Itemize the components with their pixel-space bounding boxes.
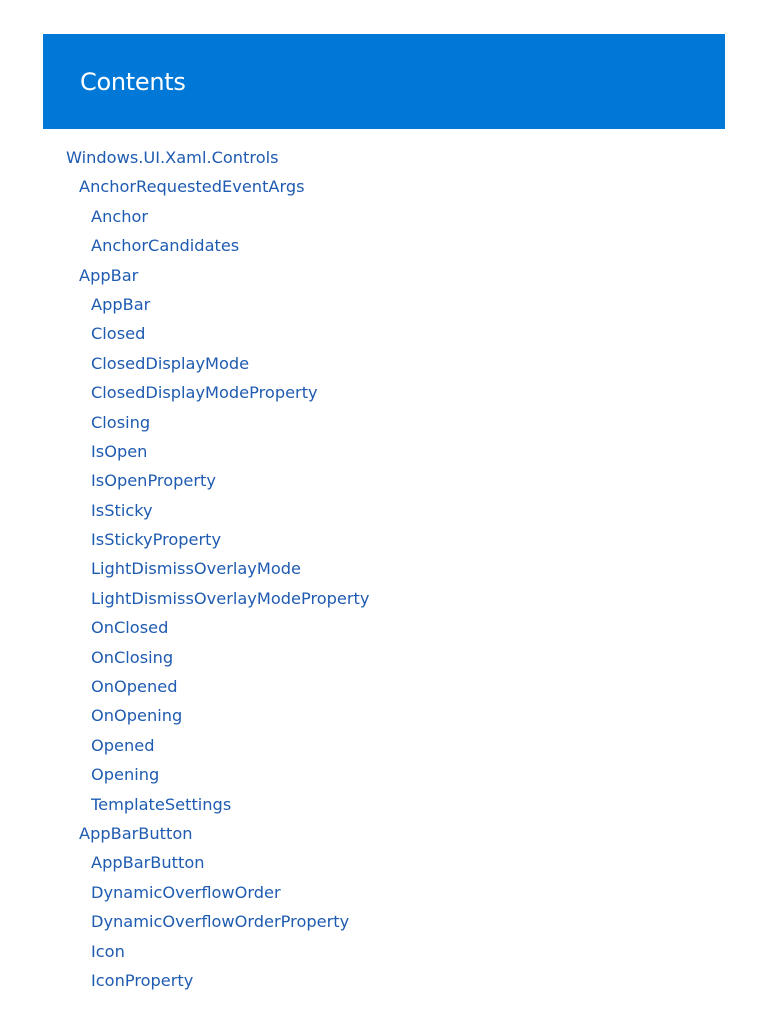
toc-link[interactable]: Anchor	[91, 206, 149, 226]
toc-link[interactable]: Closing	[91, 412, 151, 432]
toc-link[interactable]: Icon	[91, 941, 125, 961]
page-title: Contents	[80, 68, 186, 96]
toc-link[interactable]: AnchorRequestedEventArgs	[79, 177, 305, 197]
toc-link[interactable]: OnClosed	[91, 618, 169, 638]
toc-link[interactable]: Closed	[91, 324, 146, 344]
toc-link[interactable]: OnOpened	[91, 677, 178, 697]
toc-link[interactable]: AppBar	[91, 294, 151, 314]
toc-link[interactable]: TemplateSettings	[91, 794, 232, 814]
toc-link[interactable]: IconProperty	[91, 970, 194, 990]
toc-link[interactable]: AppBarButton	[91, 853, 205, 873]
toc-link[interactable]: Opened	[91, 735, 155, 755]
toc-link[interactable]: ClosedDisplayMode	[91, 353, 250, 373]
table-of-contents	[0, 143, 369, 995]
toc-link[interactable]: ClosedDisplayModeProperty	[91, 383, 318, 403]
toc-link[interactable]: IsOpenProperty	[91, 471, 216, 491]
toc-link[interactable]: AnchorCandidates	[91, 236, 240, 256]
toc-link[interactable]: IsSticky	[91, 500, 153, 520]
toc-link[interactable]: Opening	[91, 765, 160, 785]
toc-link[interactable]: DynamicOverflowOrderProperty	[91, 912, 350, 932]
contents-header	[43, 34, 725, 129]
toc-link[interactable]: AppBarButton	[79, 823, 193, 843]
toc-link[interactable]: IsStickyProperty	[91, 530, 222, 550]
toc-link[interactable]: IsOpen	[91, 441, 148, 461]
toc-link[interactable]: OnClosing	[91, 647, 174, 667]
toc-link[interactable]: OnOpening	[91, 706, 183, 726]
toc-link[interactable]: LightDismissOverlayModeProperty	[91, 588, 370, 608]
toc-link[interactable]: LightDismissOverlayMode	[91, 559, 301, 579]
toc-link[interactable]: Windows.UI.Xaml.Controls	[66, 148, 279, 167]
toc-link[interactable]: DynamicOverflowOrder	[91, 882, 281, 902]
toc-link[interactable]: AppBar	[79, 265, 139, 285]
